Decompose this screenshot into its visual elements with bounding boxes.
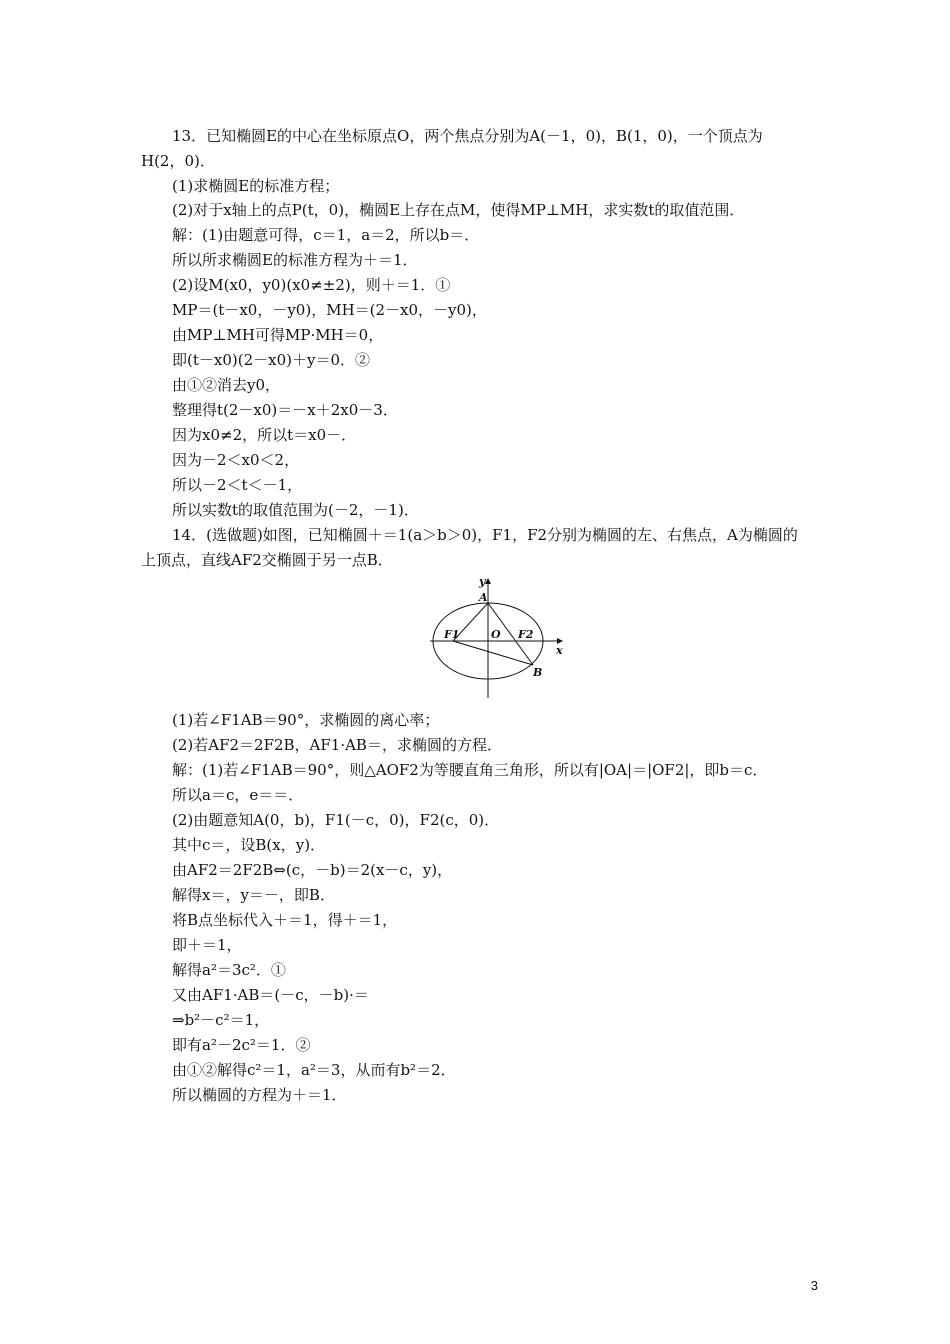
label-o: O bbox=[491, 628, 501, 641]
segment-f1-b bbox=[453, 641, 533, 665]
solution-line: 其中c＝，设B(x，y)． bbox=[172, 836, 326, 854]
label-a: A bbox=[479, 591, 488, 604]
problem-13-statement-cont: H(2，0)． bbox=[141, 152, 215, 170]
label-x: x bbox=[556, 644, 563, 657]
problem-14-part-1: (1)若∠F1AB＝90°，求椭圆的离心率； bbox=[172, 711, 440, 729]
solution-line: (2)由题意知A(0，b)，F1(－c，0)，F2(c，0)． bbox=[172, 811, 500, 829]
solution-line: 解：(1)若∠F1AB＝90°，则△AOF2为等腰直角三角形，所以有|OA|＝|OF2|，即b＝c． bbox=[172, 761, 768, 779]
solution-line: (2)设M(x0，y0)(x0≠±2)，则＋＝1．① bbox=[172, 276, 451, 294]
solution-line: 因为－2＜x0＜2， bbox=[172, 451, 300, 469]
label-f2: F2 bbox=[518, 628, 534, 641]
solution-line: 解：(1)由题意可得，c＝1，a＝2，所以b＝． bbox=[172, 226, 480, 244]
solution-line: 所以－2＜t＜－1， bbox=[172, 476, 303, 494]
problem-14-part-2: (2)若AF2＝2F2B，AF1·AB＝，求椭圆的方程． bbox=[172, 736, 502, 754]
problem-13-part-2: (2)对于x轴上的点P(t，0)，椭圆E上存在点M，使得MP⊥MH，求实数t的取值范围． bbox=[172, 201, 745, 219]
solution-line: 所以实数t的取值范围为(－2，－1)． bbox=[172, 501, 419, 519]
label-y: y bbox=[479, 575, 486, 588]
label-f1: F1 bbox=[444, 628, 460, 641]
solution-line: 因为x0≠2，所以t＝x0－． bbox=[172, 426, 357, 444]
solution-line: 将B点坐标代入＋＝1，得＋＝1， bbox=[172, 911, 398, 929]
solution-line: 即＋＝1， bbox=[172, 936, 242, 954]
problem-14-statement: 14．(选做题)如图，已知椭圆＋＝1(a＞b＞0)，F1，F2分别为椭圆的左、右焦点，A为椭圆的 bbox=[172, 526, 798, 544]
solution-line: 由AF2＝2F2B⇔(c，－b)＝2(x－c，y)， bbox=[172, 861, 453, 879]
solution-line: 解得x＝，y＝－，即B． bbox=[172, 886, 335, 904]
solution-line: 又由AF1·AB＝(－c，－b)·＝ bbox=[172, 986, 369, 1004]
solution-line: MP＝(t－x0，－y0)，MH＝(2－x0，－y0)， bbox=[172, 301, 487, 319]
problem-14-statement-cont: 上顶点，直线AF2交椭圆于另一点B． bbox=[141, 551, 393, 569]
solution-line: 由MP⊥MH可得MP·MH＝0， bbox=[172, 326, 384, 344]
solution-line: 即(t－x0)(2－x0)＋y＝0．② bbox=[172, 351, 371, 369]
label-b: B bbox=[533, 666, 543, 679]
problem-13-part-1: (1)求椭圆E的标准方程； bbox=[172, 177, 340, 195]
page-number: 3 bbox=[810, 1278, 818, 1293]
solution-line: 解得a²＝3c²．① bbox=[172, 961, 286, 979]
solution-line: ⇒b²－c²＝1， bbox=[172, 1011, 270, 1029]
solution-line: 所以a＝c，e＝＝． bbox=[172, 786, 304, 804]
problem-13-statement: 13．已知椭圆E的中心在坐标原点O，两个焦点分别为A(－1，0)，B(1，0)，一个顶点为 bbox=[172, 127, 763, 145]
ellipse-figure bbox=[425, 572, 565, 702]
solution-line: 整理得t(2－x0)＝－x＋2x0－3． bbox=[172, 401, 398, 419]
solution-line: 所以所求椭圆E的标准方程为＋＝1． bbox=[172, 251, 418, 269]
solution-line: 所以椭圆的方程为＋＝1． bbox=[172, 1086, 347, 1104]
solution-line: 即有a²－2c²＝1．② bbox=[172, 1036, 311, 1054]
solution-line: 由①②解得c²＝1，a²＝3，从而有b²＝2． bbox=[172, 1061, 456, 1079]
solution-line: 由①②消去y0， bbox=[172, 376, 281, 394]
y-axis-arrow bbox=[485, 578, 491, 584]
